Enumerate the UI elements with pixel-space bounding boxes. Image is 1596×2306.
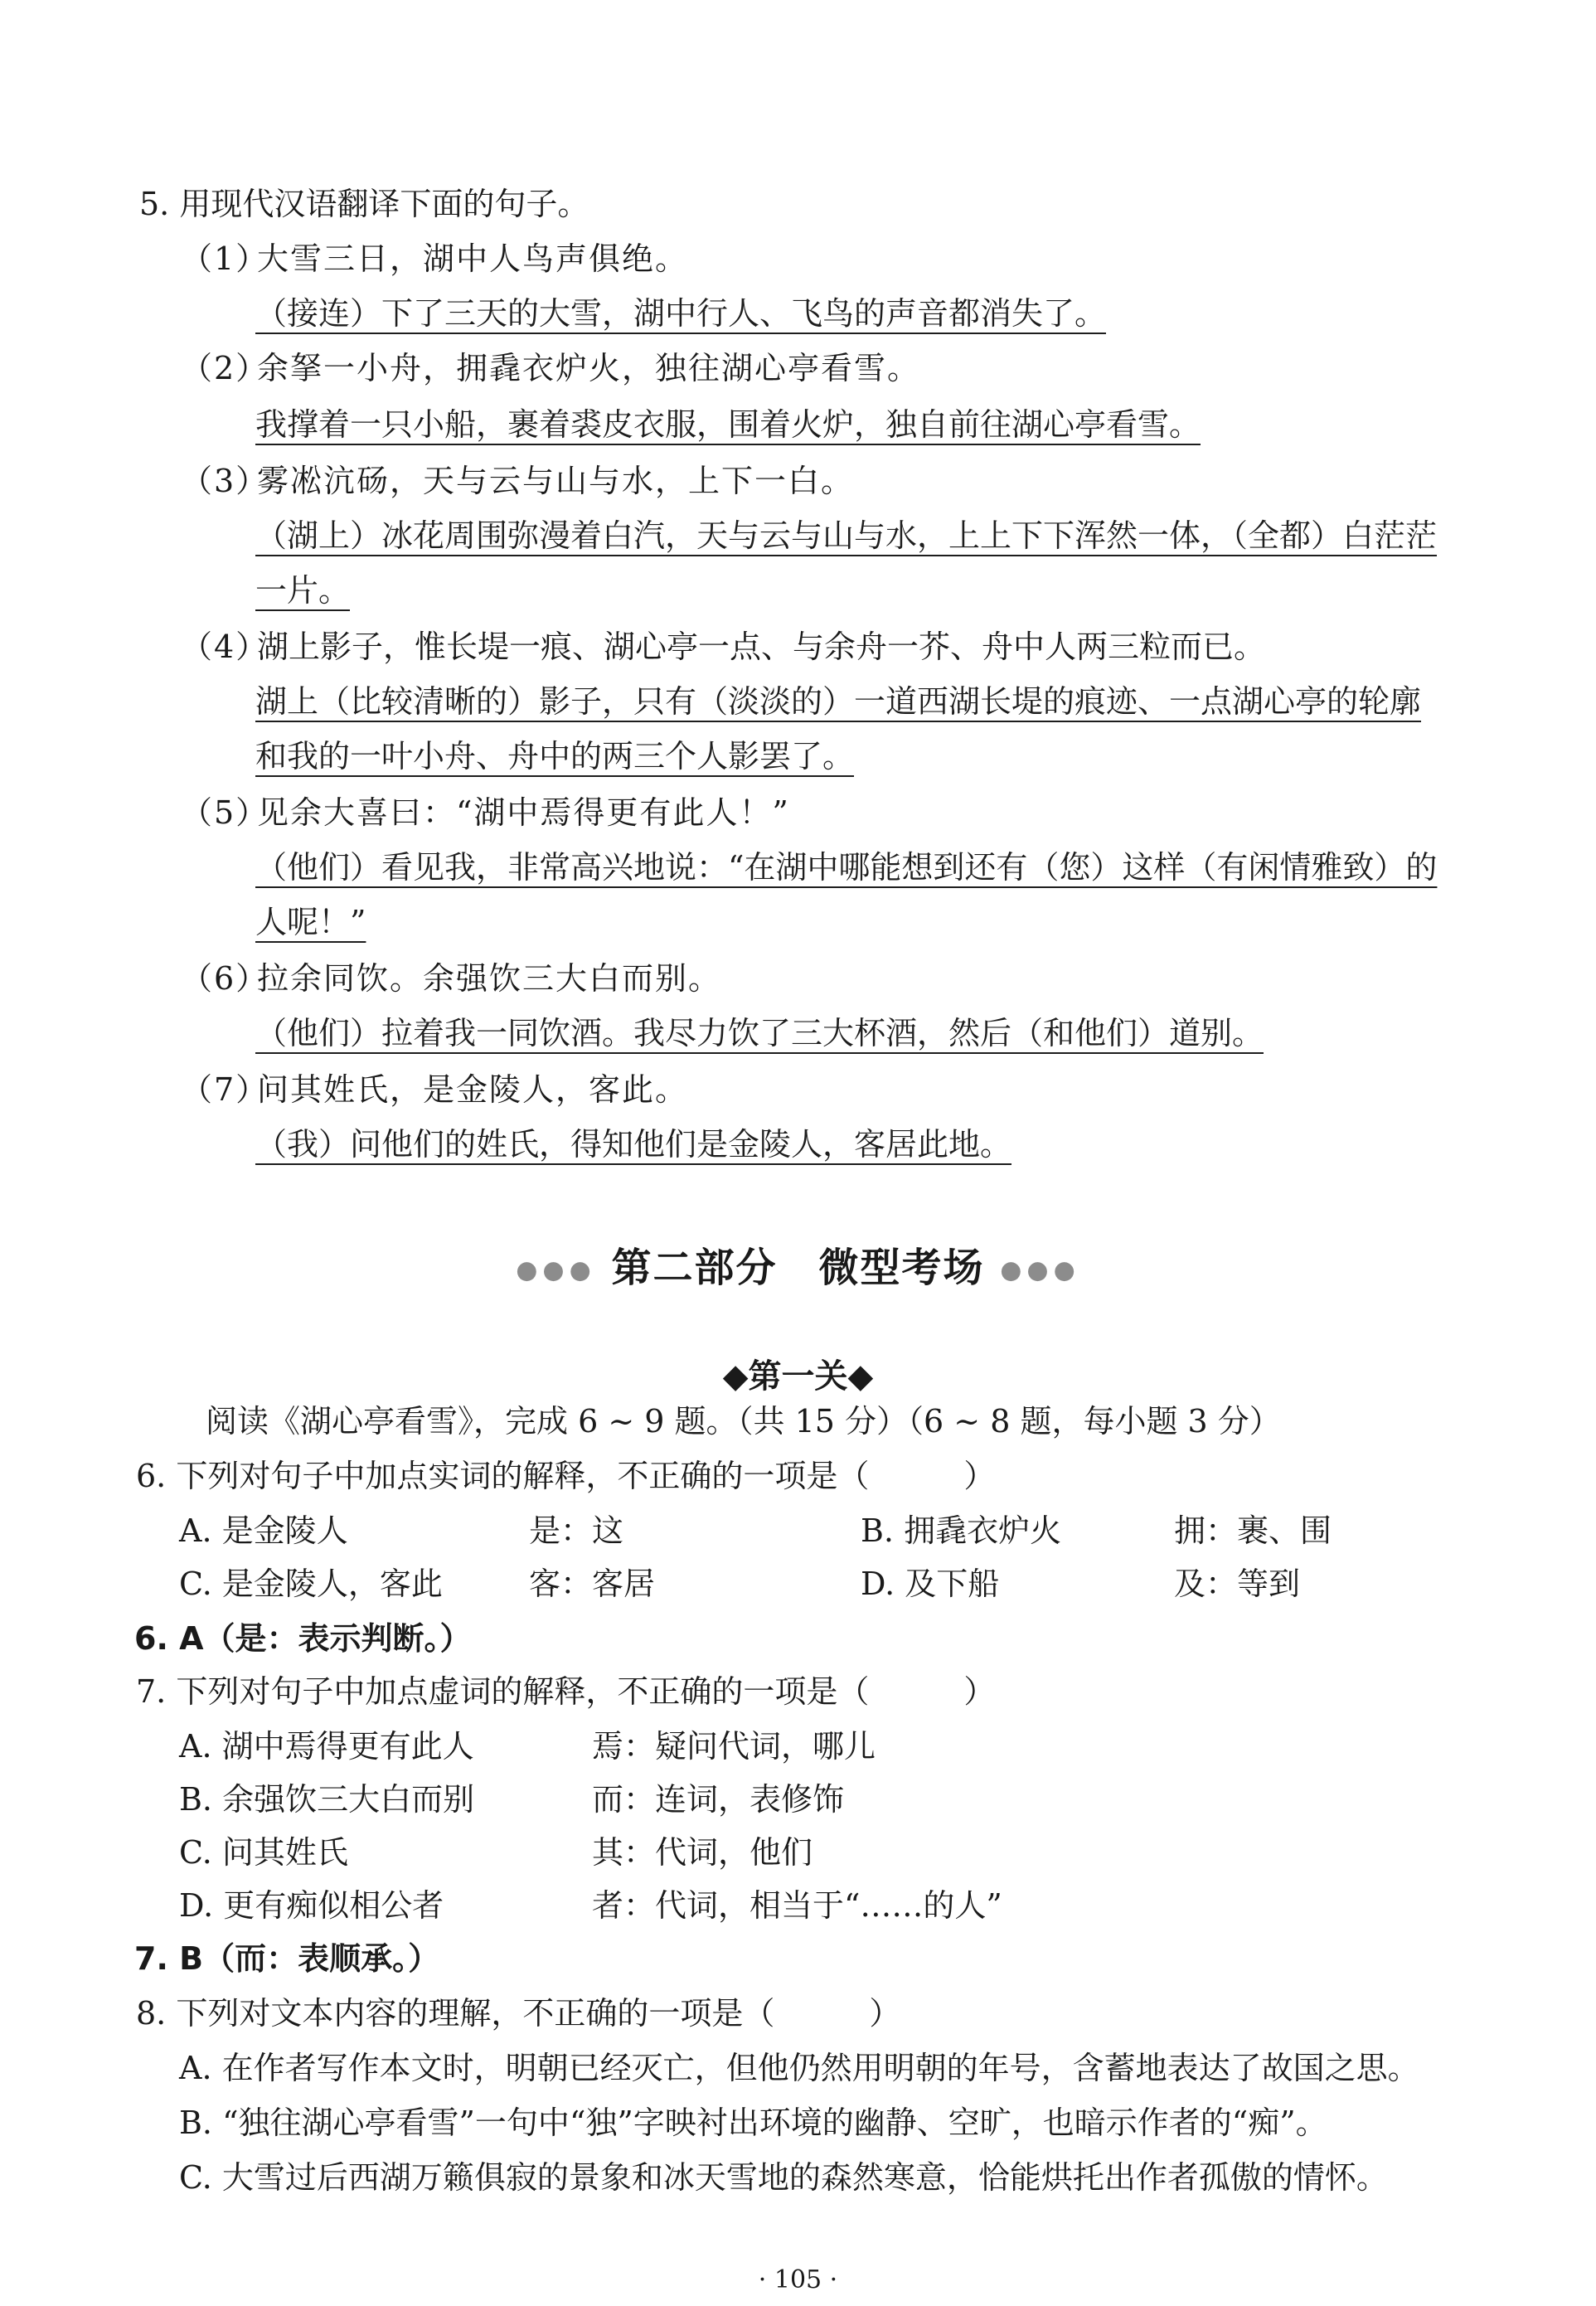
section-title: 第二部分 微型考场 [611,1245,985,1291]
q6-option-d: D. 及下船 [861,1566,1000,1602]
q6-option-d-expl: 及：等到 [1174,1566,1301,1602]
q5-item3-answer-line1: （湖上）冰花周围弥漫着白汽，天与云与山与水，上上下下浑然一体，（全都）白茫茫 [255,517,1438,554]
q5-item7-source: 问其姓氏，是金陵人，客此。 [257,1071,689,1108]
q5-item5-answer-line2: 人呢！” [255,904,366,940]
q5-item3-source: 雾凇沆砀，天与云与山与水，上下一白。 [257,463,855,499]
q6-option-c-expl: 客：客居 [529,1566,656,1602]
q7-answer: 7. B（而：表顺承。） [134,1940,440,1977]
q6-stem: 6. 下列对句子中加点实词的解释，不正确的一项是（ ） [136,1458,996,1494]
q8-stem: 8. 下列对文本内容的理解，不正确的一项是（ ） [136,1995,901,2032]
q7-option-d-expl: 者：代词，相当于“……的人” [592,1887,1002,1924]
q6-option-b: B. 拥毳衣炉火 [861,1512,1062,1549]
section-dots-right: ●●● [1000,1255,1080,1285]
q6-option-a-expl: 是：这 [529,1512,624,1549]
q5-item1-source: 大雪三日，湖中人鸟声俱绝。 [257,240,689,277]
q5-item6-answer: （他们）拉着我一同饮酒。我尽力饮了三大杯酒，然后（和他们）道别。 [255,1015,1264,1051]
q5-item6-source: 拉余同饮。余强饮三大白而别。 [257,960,722,997]
q5-item5-source: 见余大喜曰：“湖中焉得更有此人！” [257,794,790,831]
q7-option-b: B. 余强饮三大白而别 [179,1781,475,1818]
q7-option-a: A. 湖中焉得更有此人 [179,1728,474,1765]
q6-answer: 6. A（是：表示判断。） [134,1620,472,1657]
q7-option-d: D. 更有痴似相公者 [179,1887,444,1924]
q5-item2-answer: 我撑着一只小船，裹着裘皮衣服，围着火炉，独自前往湖心亭看雪。 [255,406,1201,443]
q5-item7-num: （7） [181,1071,269,1108]
q5-item4-num: （4） [181,629,269,665]
q5-item3-num: （3） [181,463,269,499]
q5-item4-answer-line2: 和我的一叶小舟、舟中的两三个人影罢了。 [255,738,855,774]
q6-option-a: A. 是金陵人 [179,1512,348,1549]
q5-item4-answer-line1: 湖上（比较清晰的）影子，只有（淡淡的）一道西湖长堤的痕迹、一点湖心亭的轮廓 [255,683,1422,720]
section-header [0,1236,1596,1293]
q7-option-c-expl: 其：代词，他们 [592,1834,813,1871]
q5-title: 5. 用现代汉语翻译下面的句子。 [139,186,589,222]
q5-item1-num: （1） [181,240,269,277]
q8-option-c: C. 大雪过后西湖万籁俱寂的景象和冰天雪地的森然寒意，恰能烘托出作者孤傲的情怀。 [179,2159,1388,2196]
q8-option-b: B. “独往湖心亭看雪”一句中“独”字映衬出环境的幽静、空旷，也暗示作者的“痴”。 [179,2105,1327,2141]
q5-item7-answer: （我）问他们的姓氏，得知他们是金陵人，客居此地。 [255,1126,1012,1163]
q5-item4-source: 湖上影子，惟长堤一痕、湖心亭一点、与余舟一芥、舟中人两三粒而已。 [257,629,1266,665]
q5-item1-answer: （接连）下了三天的大雪，湖中行人、飞鸟的声音都消失了。 [255,295,1107,332]
gate-title: ◆第一关◆ [722,1357,874,1396]
q5-item2-source: 余拏一小舟，拥毳衣炉火，独往湖心亭看雪。 [257,350,921,386]
section-dots-left: ●●● [516,1255,596,1285]
q7-option-c: C. 问其姓氏 [179,1834,348,1871]
q6-option-b-expl: 拥：裹、围 [1174,1512,1332,1549]
reading-intro: 阅读《湖心亭看雪》，完成 6 ~ 9 题。（共 15 分）（6 ~ 8 题，每小题 3 分） [206,1403,1281,1439]
page-number: · 105 · [758,2265,838,2294]
q5-item6-num: （6） [181,960,269,997]
q5-item5-num: （5） [181,794,269,831]
q8-option-a: A. 在作者写作本文时，明朝已经灭亡，但他仍然用明朝的年号，含蓄地表达了故国之思。 [179,2050,1419,2086]
q7-option-a-expl: 焉：疑问代词，哪儿 [592,1728,876,1765]
q6-option-c: C. 是金陵人，客此 [179,1566,443,1602]
q5-item5-answer-line1: （他们）看见我，非常高兴地说：“在湖中哪能想到还有（您）这样（有闲情雅致）的 [255,849,1438,886]
q5-item2-num: （2） [181,350,269,386]
q7-stem: 7. 下列对句子中加点虚词的解释，不正确的一项是（ ） [136,1673,996,1710]
q5-item3-answer-line2: 一片。 [255,572,351,609]
q7-option-b-expl: 而：连词，表修饰 [592,1781,845,1818]
